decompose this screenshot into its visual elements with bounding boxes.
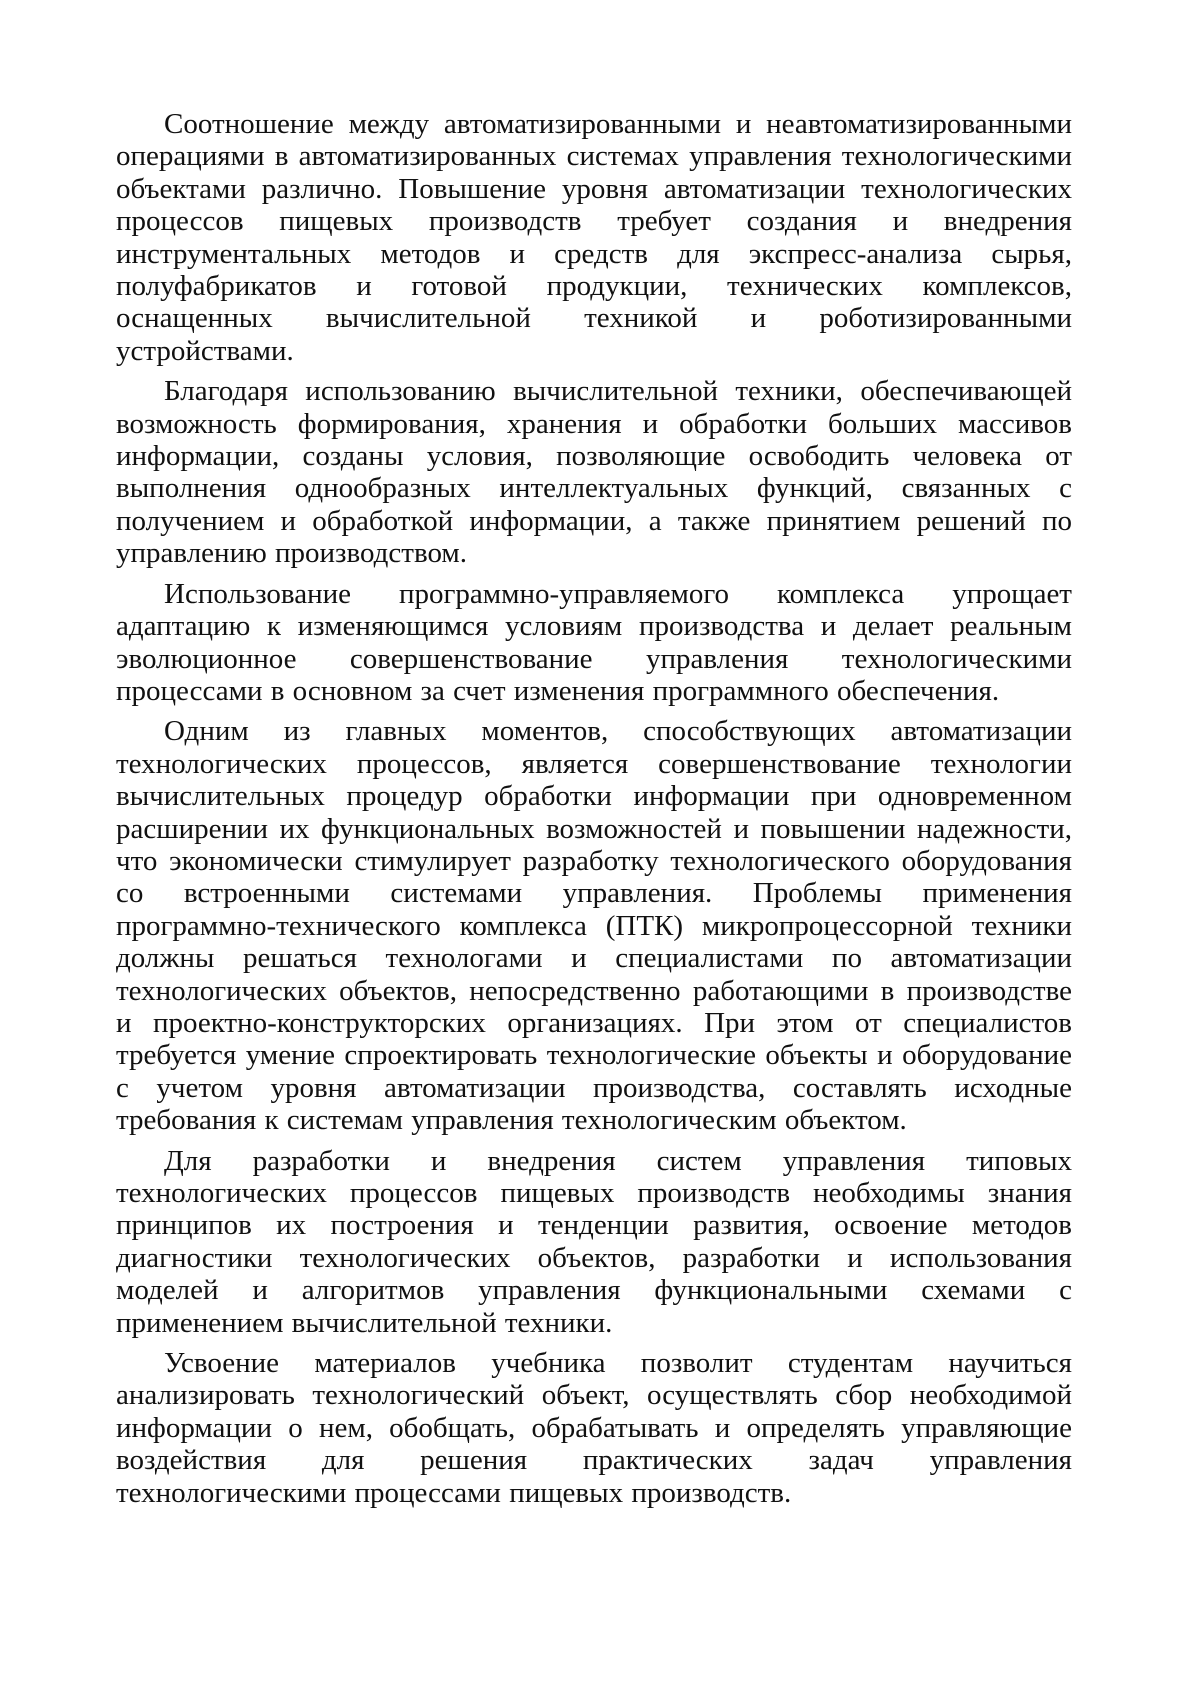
paragraph-3: Использование программно-управляемого комплекса упрощает адаптацию к изменяющимся условиям производства и делает реальным эволюционное совершенствование управления технологическими процессами в основном за счет изменения программного обеспечения. (116, 577, 1072, 707)
paragraph-2: Благодаря использованию вычислительной техники, обеспечивающей возможность формирования, хранения и обработки больших массивов информации, созданы условия, позволяющие освободить человека от выполнения однообразных интеллектуальных функций, связанных с получением и обработкой информации, а также принятием решений по управлению производством. (116, 375, 1072, 570)
document-page (116, 108, 1072, 1509)
paragraph-4: Одним из главных моментов, способствующих автоматизации технологических процессов, является совершенствование технологии вычислительных процедур обработки информации при одновременном расширении их функциональных возможностей и повышении надежности, что экономически стимулирует разработку технологического оборудования со встроенными системами управления. Проблемы применения программно-технического комплекса (ПТК) микропроцессорной техники должны решаться технологами и специалистами по автоматизации технологических объектов, непосредственно работающими в производстве и проектно-конструкторских организациях. При этом от специалистов требуется умение спроектировать технологические объекты и оборудование с учетом уровня автоматизации производства, составлять исходные требования к системам управления технологическим объектом. (116, 715, 1072, 1137)
paragraph-1: Соотношение между автоматизированными и неавтоматизированными операциями в автоматизированных системах управления технологическими объектами различно. Повышение уровня автоматизации технологических процессов пищевых производств требует создания и внедрения инструментальных методов и средств для экспресс-анализа сырья, полуфабрикатов и готовой продукции, технических комплексов, оснащенных вычислительной техникой и роботизированными устройствами. (116, 108, 1072, 367)
paragraph-5: Для разработки и внедрения систем управления типовых технологических процессов пищевых производств необходимы знания принципов их построения и тенденции развития, освоение методов диагностики технологических объектов, разработки и использования моделей и алгоритмов управления функциональными схемами с применением вычислительной техники. (116, 1144, 1072, 1339)
paragraph-6: Усвоение материалов учебника позволит студентам научиться анализировать технологический объект, осуществлять сбор необходимой информации о нем, обобщать, обрабатывать и определять управляющие воздействия для решения практических задач управления технологическими процессами пищевых производств. (116, 1347, 1072, 1509)
